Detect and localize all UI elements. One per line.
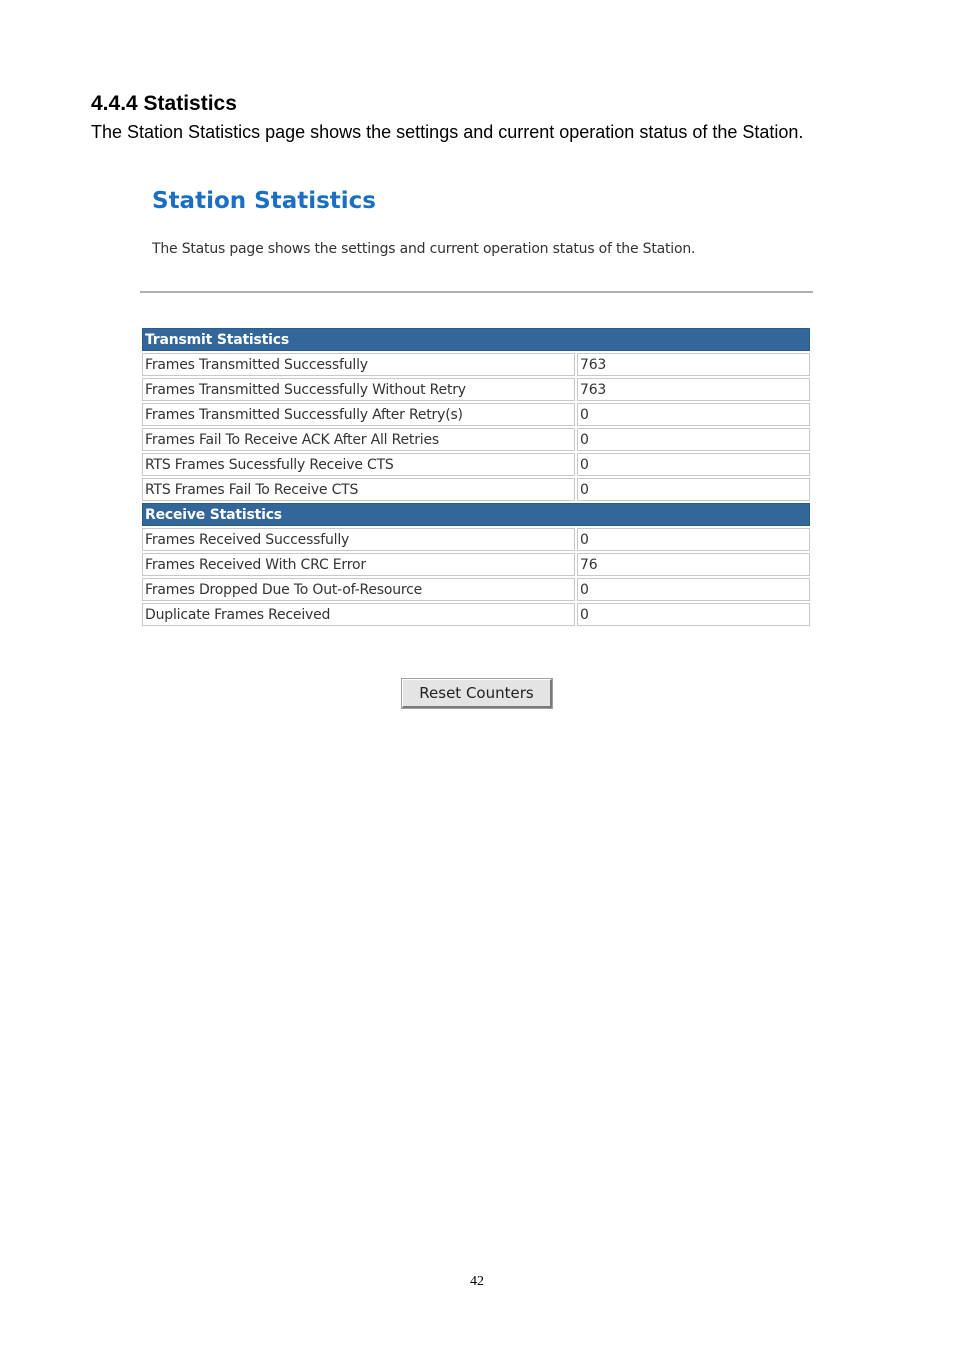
- page-number: 42: [470, 1274, 484, 1289]
- table-row: [142, 578, 810, 601]
- stat-label: RTS Frames Sucessfully Receive CTS: [142, 453, 575, 476]
- table-row: [142, 553, 810, 576]
- statistics-table: [140, 326, 812, 628]
- stat-value: 0: [577, 578, 810, 601]
- station-statistics-screenshot: [140, 180, 813, 720]
- page-title: Station Statistics: [152, 188, 376, 214]
- stat-value: 0: [577, 603, 810, 626]
- page-description: The Status page shows the settings and current operation status of the Station.: [152, 241, 696, 257]
- stat-label: Duplicate Frames Received: [142, 603, 575, 626]
- button-container: [402, 679, 552, 708]
- stat-value: 0: [577, 453, 810, 476]
- section-heading: 4.4.4 Statistics: [91, 92, 237, 115]
- stat-value: 0: [577, 428, 810, 451]
- stat-label: Frames Transmitted Successfully: [142, 353, 575, 376]
- stat-label: Frames Received Successfully: [142, 528, 575, 551]
- divider: [140, 291, 813, 293]
- table-row: [142, 428, 810, 451]
- stat-value: 763: [577, 353, 810, 376]
- stat-value: 0: [577, 403, 810, 426]
- section-intro: The Station Statistics page shows the settings and current operation status of the Station.: [91, 122, 804, 142]
- stat-label: Frames Transmitted Successfully After Retry(s): [142, 403, 575, 426]
- reset-counters-button[interactable]: Reset Counters: [402, 679, 552, 708]
- table-row: [142, 403, 810, 426]
- stat-value: 763: [577, 378, 810, 401]
- transmit-header-row: [142, 328, 810, 351]
- receive-header-row: [142, 503, 810, 526]
- stat-value: 0: [577, 528, 810, 551]
- stat-label: Frames Fail To Receive ACK After All Retries: [142, 428, 575, 451]
- stat-value: 0: [577, 478, 810, 501]
- table-row: [142, 353, 810, 376]
- table-row: [142, 378, 810, 401]
- table-row: [142, 603, 810, 626]
- stat-label: Frames Transmitted Successfully Without Retry: [142, 378, 575, 401]
- stat-label: Frames Dropped Due To Out-of-Resource: [142, 578, 575, 601]
- stat-value: 76: [577, 553, 810, 576]
- table-row: [142, 528, 810, 551]
- table-row: [142, 478, 810, 501]
- transmit-statistics-header: Transmit Statistics: [142, 328, 810, 351]
- table-row: [142, 453, 810, 476]
- receive-statistics-header: Receive Statistics: [142, 503, 810, 526]
- stat-label: Frames Received With CRC Error: [142, 553, 575, 576]
- stat-label: RTS Frames Fail To Receive CTS: [142, 478, 575, 501]
